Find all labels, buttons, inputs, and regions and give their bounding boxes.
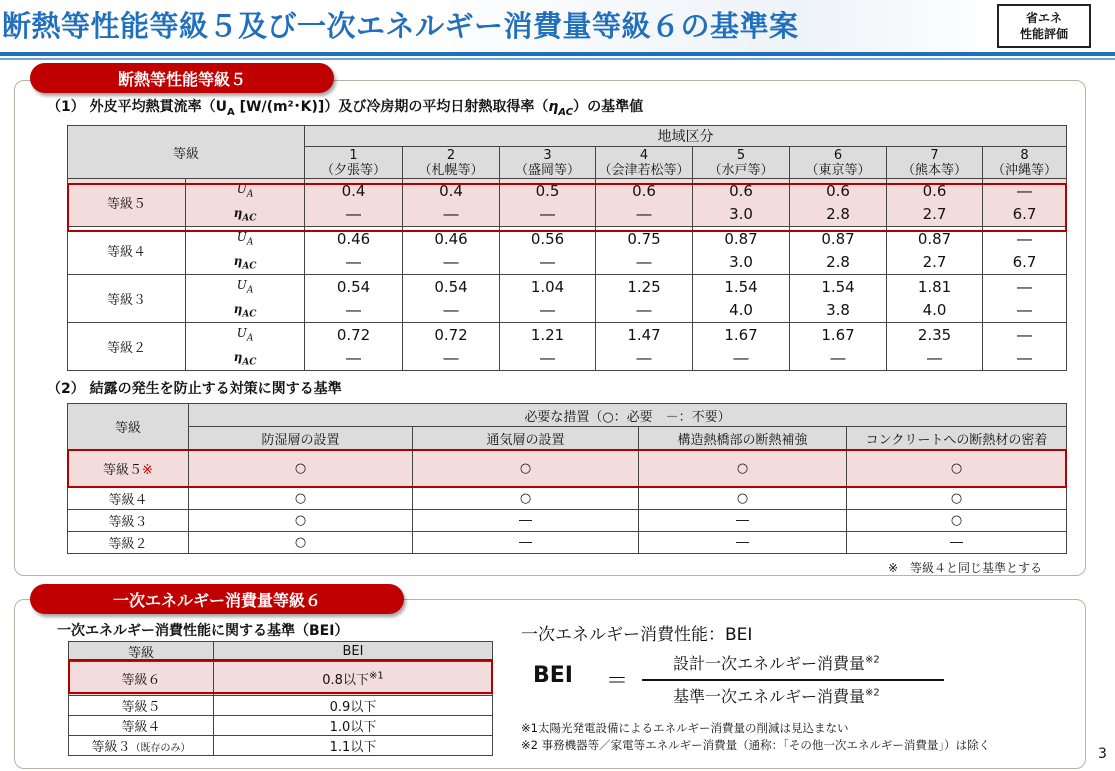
cell: ○ [189,450,413,488]
region-1: 1 （夕張等） [305,147,403,179]
cell: ― [305,251,403,275]
cell: ○ [413,450,639,488]
cell: 1.67 [790,323,887,347]
cell: 0.46 [403,227,500,251]
col-thermal-bridge: 構造熱橋部の断熱補強 [639,427,847,450]
formula-numerator: 設計一次エネルギー消費量$^{※2}$ [673,654,880,673]
section-label-insulation: 断熱等性能等級５ [30,63,334,93]
table-row [68,488,1067,510]
col-ventilation-layer: 通気層の設置 [413,427,639,450]
title-rule-thin [0,58,1115,60]
cell: 1.25 [596,275,693,299]
region-8: 8 （沖縄等） [983,147,1067,179]
cell: 0.54 [403,275,500,299]
table-row [69,736,493,756]
cell: 0.72 [305,323,403,347]
grade-label: 等級２ [68,323,186,371]
cell: 1.21 [500,323,596,347]
bei-heading: 一次エネルギー消費性能：BEI [521,625,753,645]
grade-label: 等級５※ [68,450,189,488]
page-title: 断熱等性能等級５及び一次エネルギー消費量等級６の基準案 [2,9,799,43]
category-badge: 省エネ 性能評価 [997,4,1091,48]
cell: 3.0 [693,251,790,275]
table-row [68,347,1067,371]
table-row [68,323,1067,347]
symbol-ua: $U_A$ [186,323,305,347]
cell: ― [305,299,403,323]
cell: 0.6 [790,179,887,203]
footnote-grade5: ※ 等級４と同じ基準とする [888,561,1043,575]
header-grade: 等級 [69,642,214,662]
cell: ○ [847,450,1067,488]
cell: ― [403,203,500,227]
cell: ― [983,347,1067,371]
cell: ― [983,227,1067,251]
symbol-ua: $U_A$ [186,275,305,299]
note-mark: ※ [142,463,153,478]
cell: 1.67 [693,323,790,347]
cell: ― [596,251,693,275]
table-row [68,179,1067,203]
cell: 0.75 [596,227,693,251]
table-row [68,203,1067,227]
cell: ― [790,347,887,371]
col-moisture-barrier: 防湿層の設置 [189,427,413,450]
cell: 1.04 [500,275,596,299]
grade-label: 等級３ [68,510,189,532]
note-solar: ※1太陽光発電設備によるエネルギー消費量の削減は見込まない [521,721,849,735]
table-row [69,662,493,696]
bei-value: 1.1以下 [214,736,493,756]
header-bei: BEI [214,642,493,662]
cell: 2.7 [887,203,983,227]
region-7: 7 （熊本等） [887,147,983,179]
grade-label: 等級２ [68,532,189,554]
cell: ○ [639,450,847,488]
cell: 0.54 [305,275,403,299]
grade-label: 等級４ [68,227,186,275]
formula-denominator: 基準一次エネルギー消費量$^{※2}$ [673,687,880,706]
cell: ― [413,510,639,532]
cell: ― [596,299,693,323]
cell: 2.8 [790,251,887,275]
note-appliances: ※2 事務機器等／家電等エネルギー消費量（通称：「その他一次エネルギー消費量」）は除く [521,738,991,752]
table-row [68,251,1067,275]
cell: 0.4 [403,179,500,203]
subheading-condensation: （2） 結露の発生を防止する対策に関する基準 [47,381,342,397]
grade-label: 等級４ [68,488,189,510]
header-measures: 必要な措置（○：必要 －：不要） [189,404,1067,427]
cell: ○ [189,510,413,532]
cell: ― [983,275,1067,299]
symbol-eta: $\eta_{AC}$ [186,203,305,227]
cell: ― [639,532,847,554]
header-grade: 等級 [68,404,189,450]
grade-label: 等級６ [69,662,214,696]
cell: 0.6 [693,179,790,203]
cell: 1.54 [693,275,790,299]
bei-value: 0.8以下$^{※1}$ [214,662,493,696]
table-row [69,696,493,716]
table-condensation-measures [67,403,1067,554]
cell: 0.6 [596,179,693,203]
cell: 0.46 [305,227,403,251]
cell: ― [500,347,596,371]
cell: ― [596,347,693,371]
cell: 2.35 [887,323,983,347]
cell: 1.81 [887,275,983,299]
header-region: 地域区分 [305,126,1067,147]
region-4: 4 （会津若松等） [596,147,693,179]
cell: ― [596,203,693,227]
grade-label: 等級３ [68,275,186,323]
cell: ○ [189,488,413,510]
table-row [68,450,1067,488]
cell: 4.0 [693,299,790,323]
cell: ― [500,203,596,227]
table-ua-eta-standards [67,125,1067,371]
symbol-eta: $\eta_{AC}$ [186,299,305,323]
cell: 2.7 [887,251,983,275]
region-2: 2 （札幌等） [403,147,500,179]
subheading-bei: 一次エネルギー消費性能に関する基準（BEI） [57,623,349,639]
cell: 0.4 [305,179,403,203]
cell: ― [847,532,1067,554]
cell: ― [693,347,790,371]
table-row [68,532,1067,554]
page-number: 3 [1098,746,1107,762]
grade-label: 等級５ [69,696,214,716]
table-bei-standards [68,641,493,756]
equals-sign: ＝ [606,669,629,694]
cell: ― [500,251,596,275]
symbol-ua: $U_A$ [186,227,305,251]
table-row [68,299,1067,323]
cell: 0.87 [790,227,887,251]
subheading-ua-eta: （1） 外皮平均熱貫流率（$U_A$ [W/(m²･K)]）及び冷房期の平均日射熱取得率$(\eta_{AC})$の基準値 [47,99,644,118]
title-rule [0,52,1115,56]
bei-value: 1.0以下 [214,716,493,736]
grade-label: 等級４ [69,716,214,736]
region-5: 5 （水戸等） [693,147,790,179]
cell: ― [413,532,639,554]
cell: ○ [847,510,1067,532]
cell: ― [983,299,1067,323]
cell: ― [500,299,596,323]
symbol-eta: $\eta_{AC}$ [186,251,305,275]
cell: ― [983,179,1067,203]
bei-value: 0.9以下 [214,696,493,716]
cell: ― [639,510,847,532]
region-6: 6 （東京等） [790,147,887,179]
cell: ― [305,347,403,371]
col-concrete-insulation: コンクリートへの断熱材の密着 [847,427,1067,450]
section-label-energy: 一次エネルギー消費量等級６ [30,584,404,614]
cell: ― [887,347,983,371]
cell: ○ [847,488,1067,510]
table-row [68,227,1067,251]
cell: ○ [639,488,847,510]
cell: ― [403,347,500,371]
cell: 1.54 [790,275,887,299]
cell: 0.6 [887,179,983,203]
cell: 0.5 [500,179,596,203]
table-row [68,510,1067,532]
table-row [68,275,1067,299]
header-grade: 等級 [68,126,305,179]
cell: 0.72 [403,323,500,347]
cell: 3.8 [790,299,887,323]
cell: 1.47 [596,323,693,347]
table-row [69,716,493,736]
cell: ― [403,251,500,275]
symbol-eta: $\eta_{AC}$ [186,347,305,371]
cell: 0.56 [500,227,596,251]
cell: ― [403,299,500,323]
cell: ― [305,203,403,227]
cell: ○ [413,488,639,510]
cell: 2.8 [790,203,887,227]
cell: 3.0 [693,203,790,227]
cell: ○ [189,532,413,554]
bei-symbol: BEI [533,663,573,688]
grade-label: 等級３（既存のみ） [69,736,214,756]
symbol-ua: $U_A$ [186,179,305,203]
cell: ― [983,323,1067,347]
cell: 4.0 [887,299,983,323]
cell: 6.7 [983,203,1067,227]
cell: 0.87 [693,227,790,251]
region-3: 3 （盛岡等） [500,147,596,179]
cell: 6.7 [983,251,1067,275]
fraction-bar [642,679,944,681]
cell: 0.87 [887,227,983,251]
grade-label: 等級５ [68,179,186,227]
